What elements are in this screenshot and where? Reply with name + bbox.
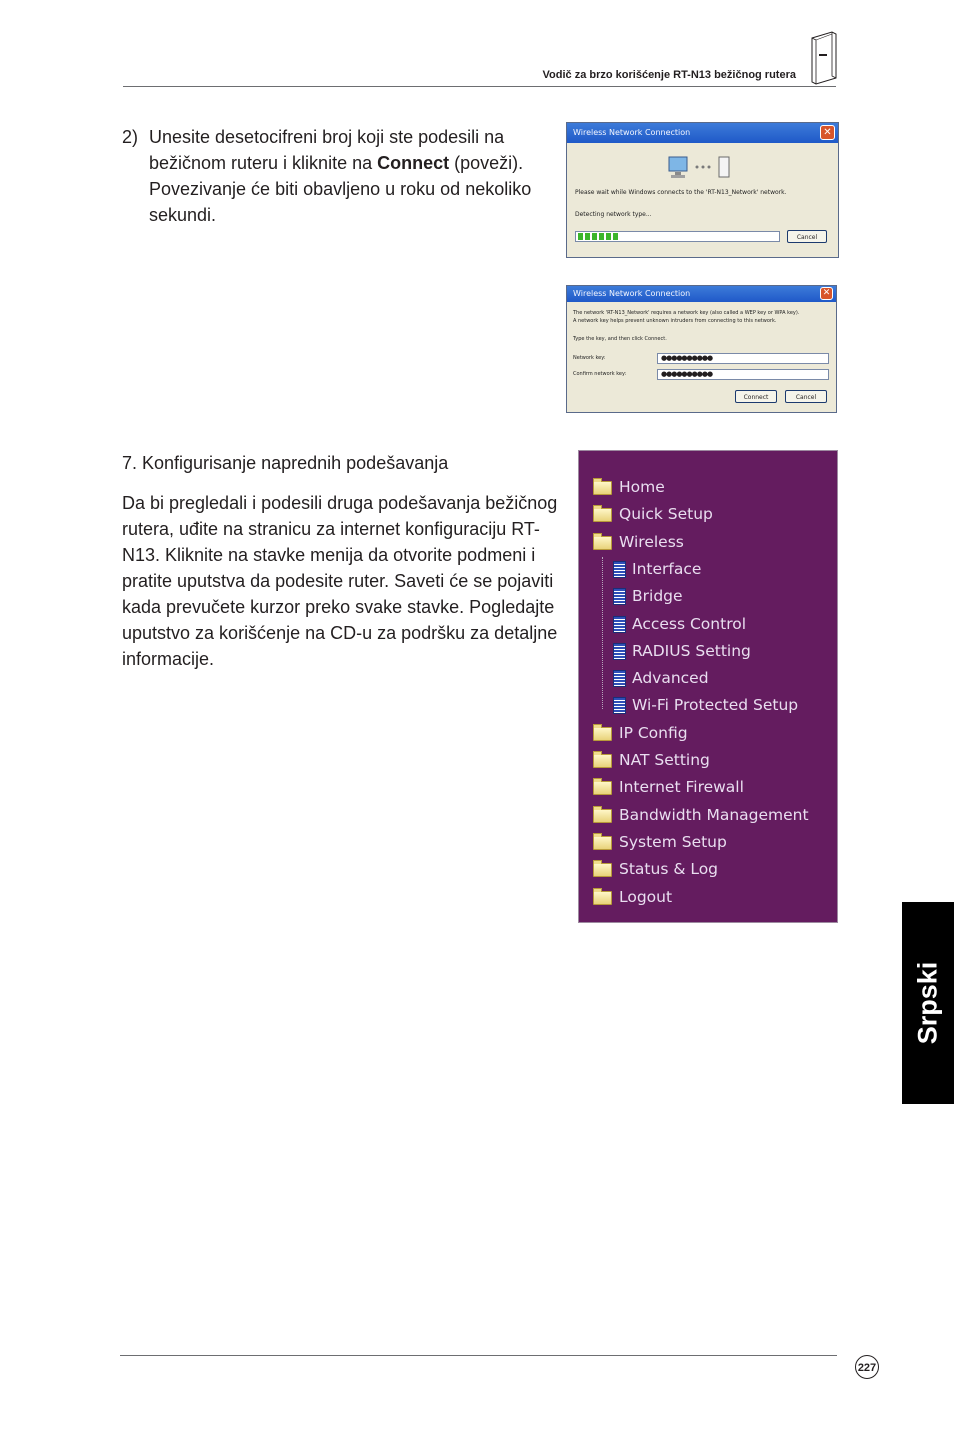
page-icon [613,643,626,660]
dialog-message-line-2: A network key helps prevent unknown intruders from connecting to this network. [573,318,777,324]
progress-fill [578,233,618,240]
header-rule [123,86,836,87]
page-icon [613,670,626,687]
folder-icon [593,754,612,768]
close-icon[interactable]: ✕ [820,287,833,300]
menu-item-label: Bandwidth Management [619,805,809,824]
menu-item-label: Internet Firewall [619,778,744,797]
dialog-status: Detecting network type... [575,211,652,218]
folder-icon [593,863,612,877]
folder-icon [593,891,612,905]
cancel-button[interactable]: Cancel [787,230,827,243]
connecting-dialog-screenshot [566,122,839,258]
connect-button[interactable]: Connect [735,390,777,403]
folder-open-icon [593,536,612,550]
network-key-label: Network key: [573,355,606,361]
menu-item-label: Home [619,478,665,496]
network-key-dialog-screenshot [566,285,837,413]
menu-item-label: Wireless [619,532,684,551]
step-2-text-part: Unesite desetocifreni broj koji ste podesili na bežičnom ruteru i kliknite na [149,127,505,173]
page-icon [613,697,626,714]
menu-item-label: Access Control [632,614,747,633]
folder-icon [593,809,612,823]
page-icon [613,561,626,578]
network-connect-icon [667,155,737,181]
menu-item-label: Interface [632,559,702,578]
menu-item-label: Wi-Fi Protected Setup [632,696,799,715]
step-2-text-part: (poveži). Povezivanje će biti obavljeno u roku od nekoliko sekundi. [149,153,532,225]
dialog-title-bar [567,286,836,302]
tree-connector [602,557,604,709]
language-tab-label: Srpski [912,961,943,1045]
menu-item-label: NAT Setting [619,751,710,769]
step-2 [122,124,552,228]
close-icon[interactable]: ✕ [820,125,835,140]
dialog-title: Wireless Network Connection [573,289,691,298]
footer-rule [120,1355,837,1356]
dialog-instruction: Type the key, and then click Connect. [573,336,667,342]
menu-item-label: Quick Setup [619,505,713,524]
menu-item-label: IP Config [619,723,688,742]
dialog-message: Please wait while Windows connects to the 'RT-N13_Network' network. [575,189,787,196]
dialog-title: Wireless Network Connection [573,128,691,137]
step-2-text [149,124,552,228]
cancel-button[interactable]: Cancel [785,390,827,403]
page-icon [613,588,626,605]
connect-emphasis: Connect [377,153,450,173]
connection-progress-bar [575,231,780,242]
step-2-number: 2) [122,127,139,147]
confirm-key-field[interactable]: ●●●●●●●●●● [657,369,829,380]
folder-icon [593,508,612,522]
page-number: 227 [855,1355,879,1379]
menu-item-label: Status & Log [619,860,719,879]
menu-item-label: Logout [619,887,673,906]
dialog-title-bar [567,123,838,143]
confirm-key-label: Confirm network key: [573,371,627,377]
menu-item-label: Advanced [632,669,709,688]
folder-icon [593,836,612,850]
menu-item-label: Bridge [632,587,683,606]
step-7-heading: 7. Konfigurisanje naprednih podešavanja [122,453,449,473]
folder-icon [593,781,612,795]
menu-item-label: System Setup [619,832,727,851]
page-icon [613,616,626,633]
language-tab [902,902,954,1104]
step-7-paragraph: Da bi pregledali i podesili druga podešavanja bežičnog rutera, uđite na stranicu za internet konfiguraciju RT-N13. Kliknite na stavke menija da otvorite podmeni i pratite uputstva da podesite ruter. Saveti će se pojaviti kada prevučete kurzor preko svake stavke. Pogledajte uputstvo za korišćenje na CD-u za podršku za detaljne informacije. [122,493,558,669]
dialog-message-line-1: The network 'RT-N13_Network' requires a network key (also called a WEP key or WPA key). [573,310,800,316]
menu-item-label: RADIUS Setting [632,641,751,660]
router-icon [806,28,842,88]
header-title: Vodič za brzo korišćenje RT-N13 bežičnog rutera [542,69,796,81]
folder-icon [593,727,612,741]
folder-icon [593,481,612,495]
network-key-field[interactable]: ●●●●●●●●●● [657,353,829,364]
